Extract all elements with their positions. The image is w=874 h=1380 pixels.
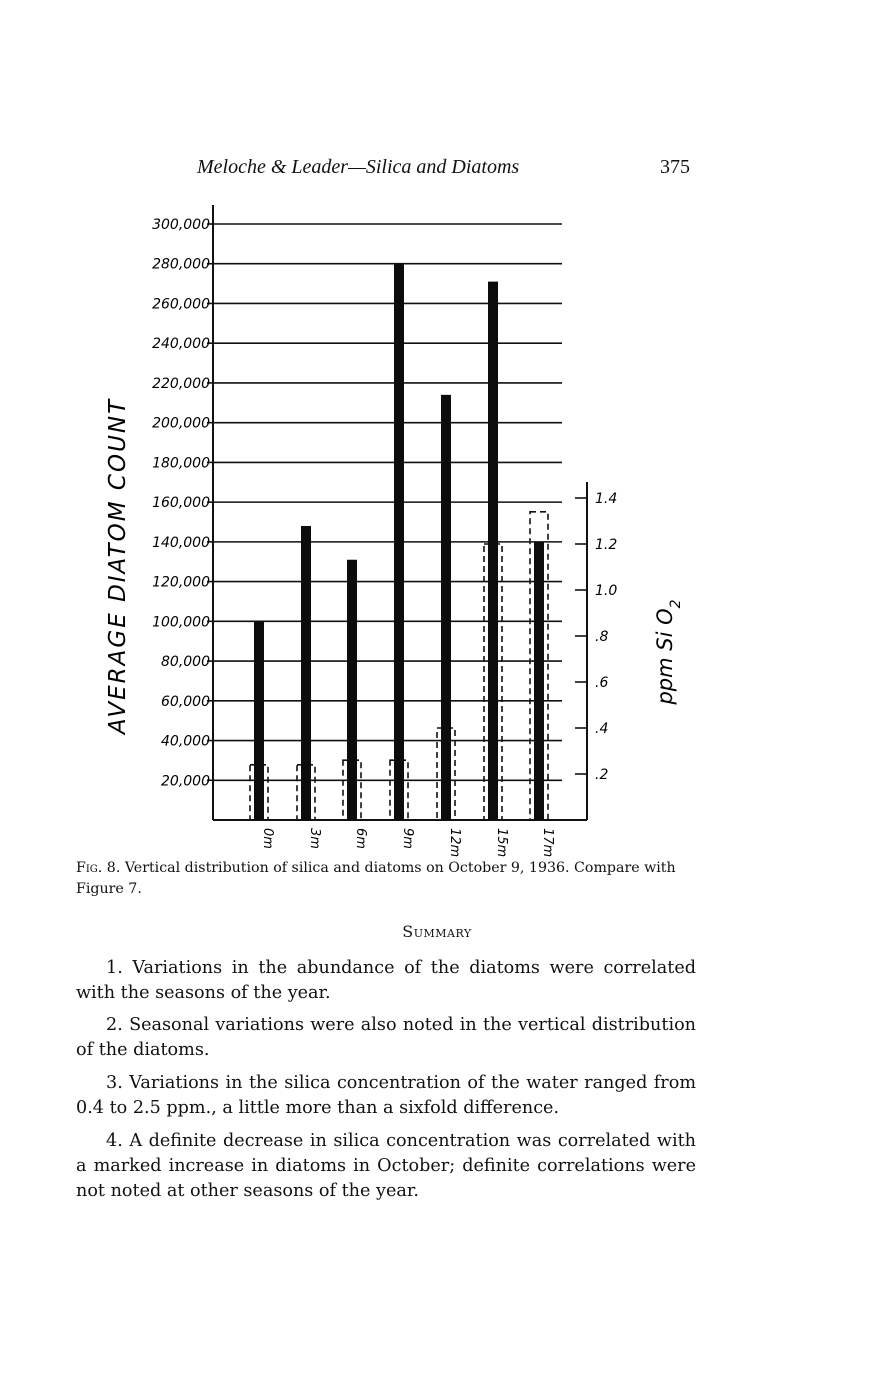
summary-item-number: 1. <box>106 958 123 978</box>
y2-axis-title: ppm Si $O_2$ <box>653 599 684 705</box>
y-tick-label: 260,000 <box>152 296 210 313</box>
summary-item-number: 2. <box>106 1015 123 1035</box>
y-tick-label: 100,000 <box>152 614 210 631</box>
y2-tick-label: 1.0 <box>595 583 618 599</box>
y2-tick-label: 1.4 <box>595 491 618 507</box>
diatom-bar <box>394 264 404 820</box>
summary-item <box>76 1013 696 1063</box>
y2-tick-label: .6 <box>595 675 609 691</box>
summary-heading: Summary <box>402 922 472 941</box>
gridlines <box>213 224 562 780</box>
x-tick-label: 15m <box>494 828 509 858</box>
diatom-bar <box>441 395 451 820</box>
y-tick-label: 280,000 <box>152 256 210 273</box>
running-head: Meloche & Leader—Silica and Diatoms <box>197 156 520 178</box>
y-axis-title: AVERAGE DIATOM COUNT <box>105 397 131 735</box>
page-number: 375 <box>660 156 690 178</box>
y-tick-label: 220,000 <box>152 375 210 392</box>
caption-prefix: Fig. 8. <box>76 860 121 876</box>
summary-item <box>76 1129 696 1204</box>
summary-item <box>76 956 696 1006</box>
y-tick-label: 20,000 <box>161 773 210 790</box>
diatom-bar <box>488 282 498 820</box>
x-tick-label: 9m <box>400 828 415 849</box>
x-tick-label: 0m <box>260 828 275 849</box>
y2-tick-label: .4 <box>595 721 609 737</box>
x-tick-label: 12m <box>447 828 462 858</box>
y-tick-label: 140,000 <box>152 534 210 551</box>
y-tick-label: 200,000 <box>152 415 210 432</box>
y-tick-label: 240,000 <box>152 336 210 353</box>
y-tick-label: 120,000 <box>152 574 210 591</box>
diatom-bar <box>347 560 357 820</box>
diatom-bar <box>301 526 311 820</box>
x-tick-label: 17m <box>540 828 555 858</box>
summary-item-number: 4. <box>106 1131 123 1151</box>
y2-tick-label: .8 <box>595 629 609 645</box>
y-tick-label: 300,000 <box>152 217 210 233</box>
summary-item-text: A definite decrease in silica concentration was correlated with a marked increase in diatoms in October; definite correlations were not noted at other seasons of the year. <box>76 1131 696 1201</box>
summary-item-text: Variations in the silica concentration of the water ranged from 0.4 to 2.5 ppm., a little more than a sixfold difference. <box>76 1073 696 1118</box>
x-tick-label: 3m <box>307 828 322 849</box>
figure-caption <box>76 858 696 900</box>
y-tick-label: 60,000 <box>161 693 210 710</box>
x-tick-label: 6m <box>353 828 368 849</box>
diatom-bar <box>534 542 544 820</box>
y2-tick-label: .2 <box>595 767 609 783</box>
summary-item-text: Seasonal variations were also noted in the vertical distribution of the diatoms. <box>76 1015 696 1060</box>
y-tick-label: 180,000 <box>152 455 210 472</box>
summary-item <box>76 1071 696 1121</box>
summary-item-text: Variations in the abundance of the diatoms were correlated with the seasons of the year. <box>76 958 696 1003</box>
diatom-bar <box>254 621 264 820</box>
y2-tick-label: 1.2 <box>595 537 618 553</box>
y-tick-label: 80,000 <box>161 654 210 671</box>
y-tick-label: 40,000 <box>161 733 210 750</box>
y-tick-label: 160,000 <box>152 495 210 512</box>
summary-item-number: 3. <box>106 1073 123 1093</box>
caption-text: Vertical distribution of silica and diatoms on October 9, 1936. Compare with Figure 7. <box>76 860 676 897</box>
